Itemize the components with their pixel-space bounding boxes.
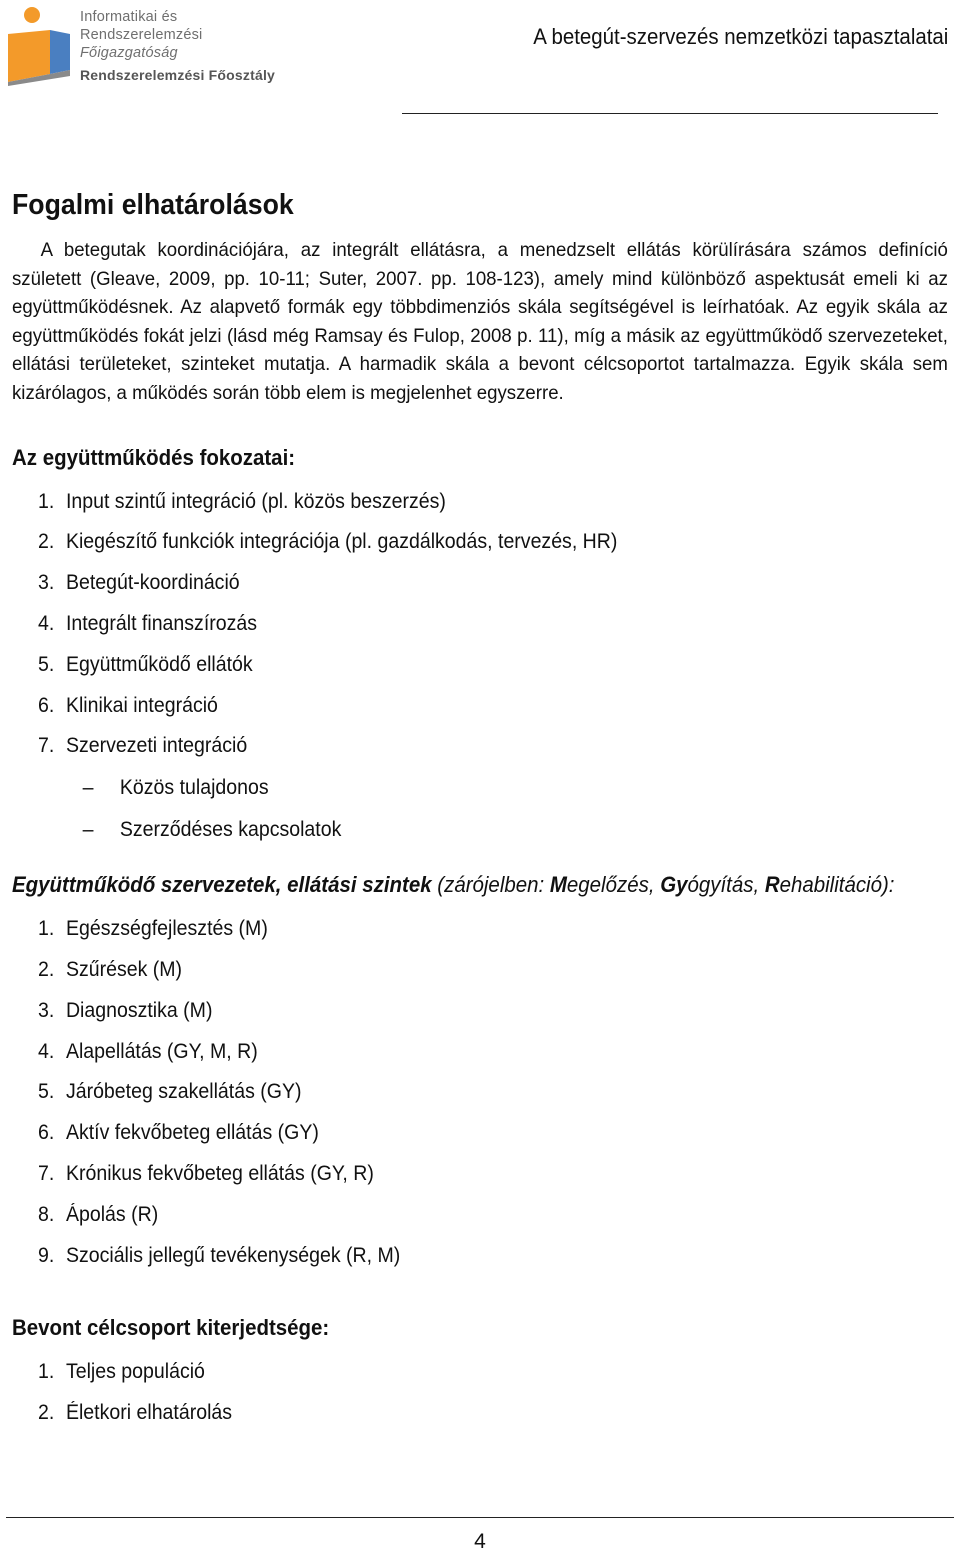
list-item: 9. Szociális jellegű tevékenységek (R, M) bbox=[38, 1243, 401, 1267]
list-item: 2. Szűrések (M) bbox=[38, 957, 183, 981]
intro-paragraph: A betegutak koordinációjára, az integrált ellátásra, a menedzselt ellátás körülírására számos definíció született (Gleave, 2009, pp. 10-11; Suter, 2007. pp. 108-123), amely mind különböző aspektusát emeli ki az együttműködésnek. Az alapvető formák egy többdimenziós skála segítségével is leírhatóak. Az egyik skála az együttműködés fokát jelzi (lásd még Ramsay és Fulop, 2008 p. 11), míg a másik az együttműködő szervezeteket, ellátási területeket, szinteket mutatja. A harmadik skála a bevont célcsoportot tartalmazza. Egyik skála sem kizárólagos, a működés során több elem is megjelenhet egyszerre. bbox=[12, 239, 948, 404]
list-item: 6. Aktív fekvőbeteg ellátás (GY) bbox=[38, 1121, 319, 1145]
list-item: 6. Klinikai integráció bbox=[38, 693, 218, 717]
list-item: 7. Krónikus fekvőbeteg ellátás (GY, R) bbox=[38, 1161, 374, 1185]
org-department: Rendszerelemzési Főosztály bbox=[80, 67, 276, 83]
list-item: 1. Teljes populáció bbox=[38, 1360, 205, 1384]
list-item: 1. Egészségfejlesztés (M) bbox=[38, 917, 268, 941]
page-number: 4 bbox=[474, 1530, 486, 1553]
logo-mark-icon bbox=[6, 4, 76, 88]
list-item: 1. Input szintű integráció (pl. közös beszerzés) bbox=[38, 489, 446, 513]
ownership-sublist bbox=[12, 767, 948, 851]
org-name-line-3: Főigazgatóság bbox=[80, 45, 178, 61]
list-item: 2. Kiegészítő funkciók integrációja (pl. gazdálkodás, tervezés, HR) bbox=[38, 530, 618, 554]
list-item: 2. Életkori elhatárolás bbox=[38, 1401, 233, 1425]
sublist-item: – Közös tulajdonos bbox=[82, 776, 269, 800]
cooperation-heading: Az együttműködés fokozatai: bbox=[12, 444, 296, 470]
list-item: 3. Betegút-koordináció bbox=[38, 571, 240, 595]
organization-logo bbox=[6, 4, 336, 88]
sublist-item: – Szerződéses kapcsolatok bbox=[82, 818, 342, 842]
list-item: 5. Járóbeteg szakellátás (GY) bbox=[38, 1080, 302, 1104]
footer-divider bbox=[6, 1517, 954, 1518]
list-item: 4. Integrált finanszírozás bbox=[38, 611, 257, 635]
list-item: 5. Együttműködő ellátók bbox=[38, 652, 253, 676]
cooperation-list bbox=[12, 482, 948, 768]
list-item: 8. Ápolás (R) bbox=[38, 1202, 159, 1226]
list-item: 4. Alapellátás (GY, M, R) bbox=[38, 1039, 258, 1063]
page-content bbox=[12, 182, 948, 1434]
org-name-line-1: Informatikai és bbox=[80, 9, 178, 25]
target-group-list bbox=[12, 1352, 948, 1434]
list-item: 3. Diagnosztika (M) bbox=[38, 998, 213, 1022]
list-item: 7. Szervezeti integráció bbox=[38, 734, 248, 758]
org-name-line-2: Rendszerelemzési bbox=[80, 27, 203, 43]
section-title: Fogalmi elhatárolások bbox=[12, 189, 294, 221]
header-divider bbox=[402, 113, 938, 114]
organizations-heading: Együttműködő szervezetek, ellátási szintek (zárójelben: Megelőzés, Gyógyítás, Rehabilitáció): bbox=[12, 872, 895, 898]
organizations-list bbox=[12, 909, 948, 1276]
page-header bbox=[0, 0, 960, 118]
running-title: A betegút-szervezés nemzetközi tapasztalatai bbox=[532, 24, 948, 49]
target-group-heading: Bevont célcsoport kiterjedtsége: bbox=[12, 1315, 330, 1341]
